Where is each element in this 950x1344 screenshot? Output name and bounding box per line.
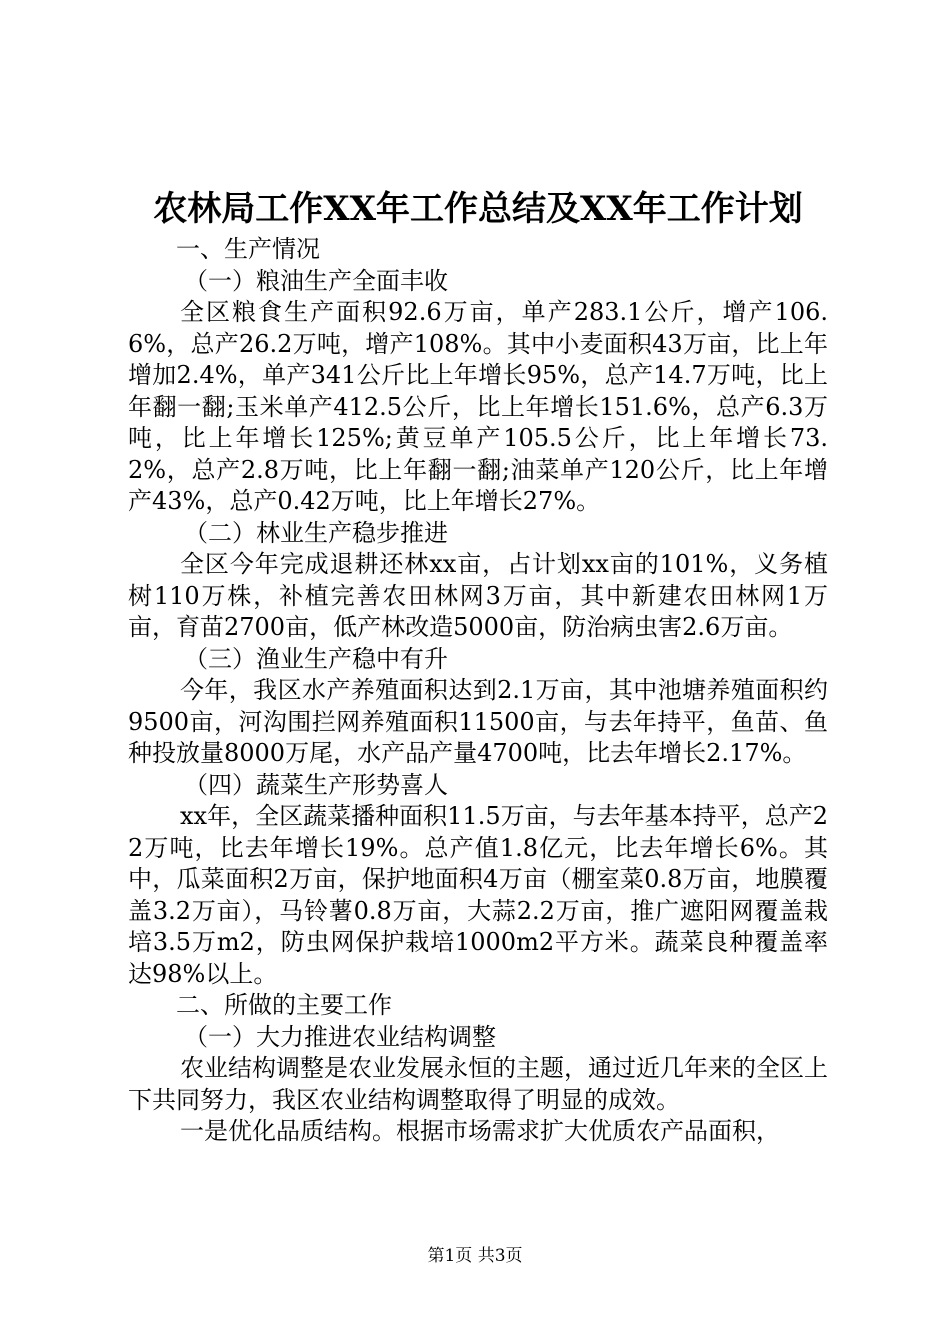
subsection-heading-vegetables: （四）蔬菜生产形势喜人 — [184, 770, 448, 799]
document-body — [128, 234, 828, 1148]
paragraph-structure-adjustment: 农业结构调整是农业发展永恒的主题，通过近几年来的全区上下共同努力，我区农业结构调整取得了明显的成效。 — [128, 1054, 828, 1114]
page-number-footer: 第1页 共3页 — [427, 1246, 523, 1266]
paragraph-vegetables: xx年，全区蔬菜播种面积11.5万亩，与去年基本持平，总产22万吨，比去年增长19%。总产值1.8亿元，比去年增长6%。其中，瓜菜面积2万亩，保护地面积4万亩（棚室菜0.8万亩，地膜覆盖3.2万亩），马铃薯0.8万亩，大蒜2.2万亩，推广遮阳网覆盖栽培3.5万m2，防虫网保护栽培1000m2平方米。蔬菜良种覆盖率达98%以上。 — [128, 802, 828, 988]
document-title: 农林局工作XX年工作总结及XX年工作计划 — [153, 189, 803, 229]
section-heading-production: 一、生产情况 — [176, 235, 320, 263]
subsection-heading-forestry: （二）林业生产稳步推进 — [184, 518, 448, 547]
paragraph-forestry: 全区今年完成退耕还林xx亩，占计划xx亩的101%，义务植树110万株，补植完善农田林网3万亩，其中新建农田林网1万亩，育苗2700亩，低产林改造5000亩，防治病虫害2.6万亩。 — [128, 550, 828, 641]
paragraph-grain-oil: 全区粮食生产面积92.6万亩，单产283.1公斤，增产106.6%，总产26.2万吨，增产108%。其中小麦面积43万亩，比上年增加2.4%，单产341公斤比上年增长95%，总产14.7万吨，比上年翻一翻;玉米单产412.5公斤，比上年增长151.6%，总产6.3万吨，比上年增长125%;黄豆单产105.5公斤，比上年增长73.2%，总产2.8万吨，比上年翻一翻;油菜单产120公斤，比上年增产43%，总产0.42万吨，比上年增长27%。 — [128, 298, 828, 515]
paragraph-fishery: 今年，我区水产养殖面积达到2.1万亩，其中池塘养殖面积约9500亩，河沟围拦网养殖面积11500亩，与去年持平，鱼苗、鱼种投放量8000万尾，水产品产量4700吨，比去年增长2.17%。 — [128, 676, 828, 767]
subsection-heading-grain-oil: （一）粮油生产全面丰收 — [184, 266, 448, 295]
subsection-heading-fishery: （三）渔业生产稳中有升 — [184, 644, 448, 673]
section-heading-main-work: 二、所做的主要工作 — [176, 991, 392, 1019]
subsection-heading-structure-adjustment: （一）大力推进农业结构调整 — [184, 1022, 496, 1051]
paragraph-quality-structure: 一是优化品质结构。根据市场需求扩大优质农产品面积， — [180, 1117, 780, 1145]
